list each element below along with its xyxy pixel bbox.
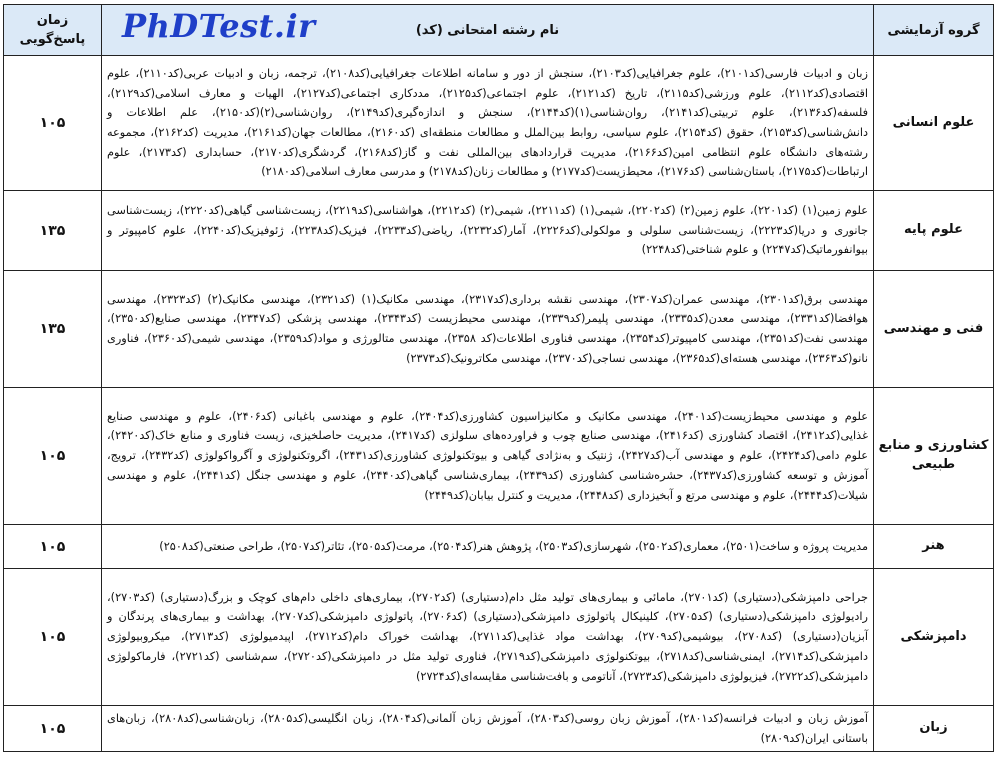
table-row (4, 525, 994, 569)
table-row (4, 56, 994, 191)
majors-list: مدیریت پروژه و ساخت(۲۵۰۱)، معماری(کد۲۵۰۲)، شهرسازی(کد۲۵۰۳)، پژوهش هنر(کد۲۵۰۴)، مرمت(کد۲۵۰۵)، تئاتر(کد۲۵۰۷)، طراحی صنعتی(کد۲۵۰۸) (102, 525, 874, 569)
majors-list: آموزش زبان و ادبیات فرانسه(کد۲۸۰۱)، آموزش زبان روسی(کد۲۸۰۳)، آموزش زبان آلمانی(کد۲۸۰۴)، زبان انگلیسی(کد۲۸۰۵)، زبان‌شناسی(کد۲۸۰۸)، زبان‌های باستانی ایران(کد۲۸۰۹) (102, 706, 874, 752)
table-row (4, 271, 994, 388)
majors-list: مهندسی برق(کد۲۳۰۱)، مهندسی عمران(کد۲۳۰۷)، مهندسی نقشه برداری(کد۲۳۱۷)، مهندسی مکانیک(۱) (کد۲۳۲۱)، مهندسی مکانیک(۲) (کد۲۳۲۳)، مهندسی هوافضا(کد۲۳۳۱)، مهندسی معدن(کد۲۳۳۵)، مهندسی پلیمر(کد۲۳۳۹)، مهندسی محیط‌زیست (کد۲۳۴۳)، مهندسی پزشکی (کد۲۳۴۷)، مهندسی صنایع(کد۲۳۵۰)، مهندسی نفت(کد۲۳۵۱)، مهندسی کامپیوتر(کد۲۳۵۴)، مهندسی فناوری اطلاعات(کد ۲۳۵۸)، مهندسی متالورژی و مواد(کد۲۳۵۹)، مهندسی شیمی(کد۲۳۶۰)، فناوری نانو(کد۲۳۶۳)، مهندسی هسته‌ای(کد۲۳۶۵)، مهندسی نساجی(کد۲۳۷۰)، مهندسی مکاترونیک(کد۲۳۷۳) (102, 271, 874, 388)
answer-time: ۱۳۵ (4, 271, 102, 388)
answer-time: ۱۰۵ (4, 569, 102, 706)
group-name: فنی و مهندسی (874, 271, 994, 388)
answer-time: ۱۰۵ (4, 388, 102, 525)
header-row (4, 5, 994, 56)
majors-list: زبان و ادبیات فارسی(کد۲۱۰۱)، علوم جغرافیایی(کد۲۱۰۳)، سنجش از دور و سامانه اطلاعات جغرافیایی(کد۲۱۰۸)، ترجمه، زبان و ادبیات عربی(کد۲۱۱۰)، علوم اقتصادی(کد۲۱۱۲)، علوم ورزشی(کد۲۱۱۵)، تاریخ (کد۲۱۲۱)، علوم اجتماعی(کد۲۱۲۵)، مددکاری اجتماعی(کد۲۱۲۷)، الهیات و معارف اسلامی(کد۲۱۲۹)، فلسفه(کد۲۱۳۶)، علوم تربیتی(کد۲۱۴۱)، روان‌شناسی(۱)(کد۲۱۴۴)، سنجش و اندازه‌گیری(کد۲۱۴۹)، روان‌شناسی(۲)(کد۲۱۵۰)، علم اطلاعات و دانش‌شناسی(کد۲۱۵۳)، حقوق (کد۲۱۵۴)، علوم سیاسی، روابط بین‌الملل و مطالعات منطقه‌ای (کد۲۱۶۰)، مطالعات جهان(کد۲۱۶۱)، مدیریت (کد۲۱۶۲)، مجموعه رشته‌های دانشگاه علوم انتظامی امین(کد۲۱۶۶)، مدیریت قراردادهای بین‌المللی نفت و گاز(کد۲۱۶۸)، گردشگری(کد۲۱۷۰)، حسابداری (کد۲۱۷۳)، علوم ارتباطات(کد۲۱۷۵)، باستان‌شناسی (کد۲۱۷۶)، محیط‌زیست(کد۲۱۷۷) و مطالعات زنان(کد۲۱۷۸) و مدرسی معارف اسلامی(کد۲۱۸۰) (102, 56, 874, 191)
group-name: کشاورزی و منابع طبیعی (874, 388, 994, 525)
header-group: گروه آزمایشی (874, 5, 994, 56)
answer-time: ۱۰۵ (4, 56, 102, 191)
header-majors: نام رشته امتحانی (کد) PhDTest.ir (102, 5, 874, 56)
site-logo: PhDTest.ir (122, 7, 316, 45)
answer-time: ۱۰۵ (4, 706, 102, 752)
majors-list: علوم زمین(۱) (کد۲۲۰۱)، علوم زمین(۲) (کد۲۲۰۲)، شیمی(۱) (کد۲۲۱۱)، شیمی(۲) (کد۲۲۱۲)، هواشناسی(کد۲۲۱۹)، زیست‌شناسی گیاهی(کد۲۲۲۰)، زیست‌شناسی جانوری و دریا(کد۲۲۲۳)، زیست‌شناسی سلولی و مولکولی(کد۲۲۲۶)، آمار(کد۲۲۳۲)، ریاضی(کد۲۲۳۳)، فیزیک(کد۲۲۳۸)، ژئوفیزیک(کد۲۲۴۰)، علوم کامپیوتر و بیوانفورماتیک(کد۲۲۴۷) و علوم شناختی(کد۲۲۴۸) (102, 191, 874, 271)
group-name: علوم انسانی (874, 56, 994, 191)
group-name: دامپزشکی (874, 569, 994, 706)
table-row (4, 388, 994, 525)
table-row (4, 706, 994, 752)
group-name: علوم پایه (874, 191, 994, 271)
group-name: زبان (874, 706, 994, 752)
header-time: زمان پاسخ‌گویی (4, 5, 102, 56)
group-name: هنر (874, 525, 994, 569)
table-row (4, 191, 994, 271)
majors-list: جراحی دامپزشکی(دستیاری) (کد۲۷۰۱)، مامائی و بیماری‌های تولید مثل دام(دستیاری) (کد۲۷۰۲)، بیماری‌های داخلی دام‌های کوچک و بزرگ(دستیاری) (کد۲۷۰۳)، رادیولوژی دامپزشکی(دستیاری) (کد۲۷۰۵)، کلینیکال پاتولوژی دامپزشکی(دستیاری) (کد۲۷۰۶)، پاتولوژی دامپزشکی(کد۲۷۰۷)، بهداشت و بیماری‌های پرندگان و آبزیان(دستیاری) (کد۲۷۰۸)، بیوشیمی(کد۲۷۰۹)، بهداشت مواد غذایی(کد۲۷۱۱)، بهداشت خوراک دام(کد۲۷۱۲)، اپیدمیولوژی (کد۲۷۱۳)، میکروبیولوژی دامپزشکی(کد۲۷۱۴)، ایمنی‌شناسی(کد۲۷۱۸)، بیوتکنولوژی دامپزشکی(کد۲۷۱۹)، فناوری تولید مثل در دامپزشکی(کد۲۷۲۰)، سم‌شناسی (کد۲۷۲۱)، فارماکولوژی دامپزشکی(کد۲۷۲۲)، فیزیولوژی دامپزشکی(کد۲۷۲۳)، آناتومی و بافت‌شناسی مقایسه‌ای(کد۲۷۲۴) (102, 569, 874, 706)
majors-list: علوم و مهندسی محیط‌زیست(کد۲۴۰۱)، مهندسی مکانیک و مکانیزاسیون کشاورزی(کد۲۴۰۴)، علوم و مهندسی باغبانی (کد۲۴۰۶)، علوم و مهندسی صنایع غذایی(کد۲۴۱۲)، اقتصاد کشاورزی (کد۲۴۱۶)، مهندسی صنایع چوب و فراورده‌های سلولزی (کد۲۴۱۷)، مدیریت حاصلخیزی، زیست فناوری و منابع خاک(کد۲۴۲۰)، علوم دامی(کد۲۴۲۴)، علوم و مهندسی آب(کد۲۴۲۷)، ژنتیک و بەنژادی گیاهی و بیوتکنولوژی کشاورزی(کد۲۴۳۱)، اگروتکنولوژی و آگرواکولوژی (کد۲۴۳۲)، ترویج، آموزش و توسعه کشاورزی(کد۲۴۳۷)، حشره‌شناسی کشاورزی (کد۲۴۳۹)، بیماری‌شناسی گیاهی(کد۲۴۴۰)، علوم و مهندسی جنگل (کد۲۴۴۱)، علوم و مهندسی شیلات(کد۲۴۴۴)، علوم و مهندسی مرتع و آبخیزداری (کد۲۴۴۸)، مدیریت و کنترل بیابان(کد۲۴۴۹) (102, 388, 874, 525)
answer-time: ۱۰۵ (4, 525, 102, 569)
answer-time: ۱۳۵ (4, 191, 102, 271)
table-row (4, 569, 994, 706)
exam-groups-table (3, 4, 994, 752)
